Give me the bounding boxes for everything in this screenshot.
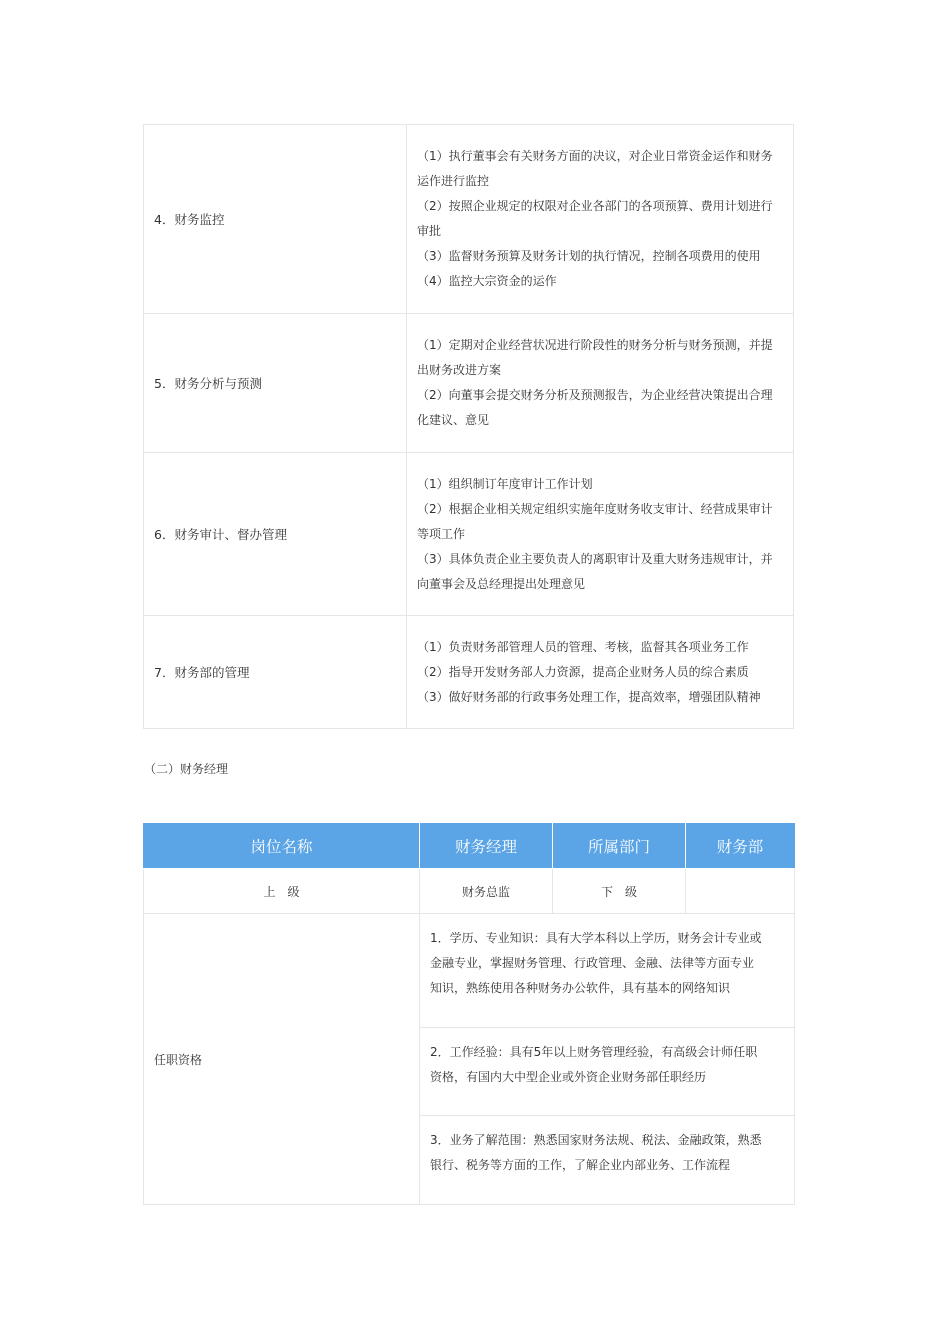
duty-name: 6．财务审计、督办管理 [144, 453, 407, 616]
header-position-name-value: 财务经理 [420, 824, 553, 869]
header-department-label: 所属部门 [553, 824, 686, 869]
duty-description [407, 616, 794, 729]
section-heading: （二）财务经理 [144, 762, 229, 776]
duty-row [144, 453, 794, 616]
duty-name: 4．财务监控 [144, 125, 407, 314]
duty-name: 5．财务分析与预测 [144, 314, 407, 453]
duty-line: （4）监控大宗资金的运作 [417, 274, 557, 288]
duty-line: （3）监督财务预算及财务计划的执行情况，控制各项费用的使用 [417, 249, 761, 263]
duty-line: 运作进行监控 [417, 174, 490, 188]
qualification-line: 1．学历、专业知识：具有大学本科以上学历，财务会计专业或 [430, 931, 762, 945]
duty-name: 7．财务部的管理 [144, 616, 407, 729]
duty-description [407, 125, 794, 314]
duty-line: （1）负责财务部管理人员的管理、考核，监督其各项业务工作 [417, 639, 749, 654]
duty-description [407, 453, 794, 616]
duty-line: （1）组织制订年度审计工作计划 [417, 476, 593, 491]
duty-line: （2）指导开发财务部人力资源，提高企业财务人员的综合素质 [417, 664, 749, 679]
duty-line: 审批 [417, 224, 442, 238]
header-department-value: 财务部 [686, 824, 795, 869]
duty-line: 化建议、意见 [417, 413, 490, 427]
duty-line: 等项工作 [417, 526, 466, 541]
qualification-row [144, 914, 795, 1028]
qualification-item [420, 1028, 795, 1116]
duty-row [144, 125, 794, 314]
qualification-line: 3．业务了解范围：熟悉国家财务法规、税法、金融政策，熟悉 [430, 1133, 762, 1147]
subordinate-label: 下 级 [553, 869, 686, 914]
qualification-item [420, 1116, 795, 1205]
superior-label: 上 级 [144, 869, 420, 914]
qualification-label: 任职资格 [144, 914, 420, 1205]
position-table [143, 823, 795, 1205]
duty-line: 向董事会及总经理提出处理意见 [417, 576, 586, 591]
reporting-row [144, 869, 795, 914]
duty-row [144, 616, 794, 729]
duty-line: （3）具体负责企业主要负责人的离职审计及重大财务违规审计，并 [417, 551, 773, 566]
duty-line: （2）按照企业规定的权限对企业各部门的各项预算、费用计划进行 [417, 199, 773, 213]
qualification-item [420, 914, 795, 1028]
duty-line: （3）做好财务部的行政事务处理工作，提高效率，增强团队精神 [417, 689, 761, 704]
position-table-header [144, 824, 795, 869]
qualification-line: 知识，熟练使用各种财务办公软件，具有基本的网络知识 [430, 981, 731, 995]
duty-line: （2）根据企业相关规定组织实施年度财务收支审计、经营成果审计 [417, 501, 773, 516]
qualification-line: 金融专业，掌握财务管理、行政管理、金融、法律等方面专业 [430, 956, 755, 970]
duty-line: （1）执行董事会有关财务方面的决议，对企业日常资金运作和财务 [417, 149, 773, 163]
duties-table [143, 124, 794, 729]
duty-line: （2）向董事会提交财务分析及预测报告，为企业经营决策提出合理 [417, 388, 773, 402]
duty-row [144, 314, 794, 453]
qualification-line: 2．工作经验：具有5年以上财务管理经验，有高级会计师任职 [430, 1045, 758, 1059]
qualification-line: 银行、税务等方面的工作，了解企业内部业务、工作流程 [430, 1158, 731, 1172]
duty-description [407, 314, 794, 453]
duty-line: 出财务改进方案 [417, 363, 502, 377]
qualification-line: 资格，有国内大中型企业或外资企业财务部任职经历 [430, 1070, 707, 1084]
header-position-name-label: 岗位名称 [144, 824, 420, 869]
duty-line: （1）定期对企业经营状况进行阶段性的财务分析与财务预测，并提 [417, 338, 773, 352]
superior-value: 财务总监 [420, 869, 553, 914]
subordinate-value [686, 869, 795, 914]
